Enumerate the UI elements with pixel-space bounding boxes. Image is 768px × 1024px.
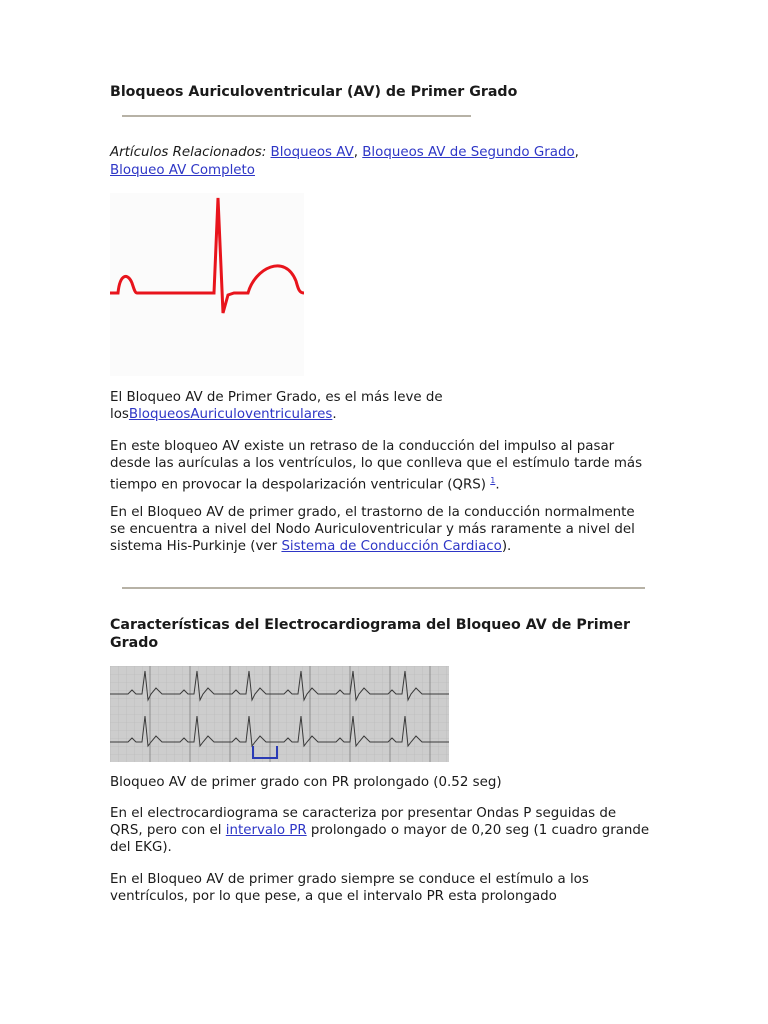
divider	[122, 115, 471, 117]
link-bloqueo-av-completo[interactable]: Bloqueo AV Completo	[110, 163, 255, 178]
link-sistema-conduccion[interactable]: Sistema de Conducción Cardiaco	[281, 539, 502, 554]
footnote-link[interactable]: 1	[490, 476, 496, 485]
related-articles: Artículos Relacionados: Bloqueos AV, Bloqueos AV de Segundo Grado, Bloqueo AV Completo	[110, 145, 579, 178]
divider	[122, 587, 645, 589]
paragraph-intro	[110, 389, 650, 423]
link-bloqueos-av-segundo-grado[interactable]: Bloqueos AV de Segundo Grado	[362, 145, 575, 160]
link-bloqueos-av[interactable]: Bloqueos AV	[270, 145, 354, 160]
page-title: Bloqueos Auriculoventricular (AV) de Primer Grado	[110, 84, 518, 100]
ecg-waveform-image	[110, 193, 304, 376]
link-bloqueos-auriculoventriculares[interactable]: BloqueosAuriculoventriculares	[128, 407, 333, 422]
ecg-strip-image	[110, 666, 449, 762]
paragraph-end: .	[332, 407, 337, 422]
paragraph-end: ).	[501, 539, 512, 554]
paragraph-text: En este bloqueo AV existe un retraso de la conducción del impulso al pasar desde las aurículas a los ventrículos, lo que conlleva que el estímulo tarde más tiempo en provocar la despolarización ventricular (QRS)	[110, 439, 643, 493]
paragraph-text: El Bloqueo AV de Primer Grado, es el más leve de los	[110, 390, 443, 422]
paragraph-location	[110, 504, 650, 555]
ecg-trace	[110, 198, 304, 313]
paragraph-definition	[110, 438, 650, 493]
related-label: Artículos Relacionados:	[110, 145, 267, 160]
link-intervalo-pr[interactable]: intervalo PR	[225, 823, 307, 838]
paragraph-ecg	[110, 805, 650, 856]
paragraph-text: En el Bloqueo AV de primer grado, el trastorno de la conducción normalmente se encuentra a nivel del Nodo Auriculoventricular y más raramente a nivel del sistema His-Purkinje (ver	[110, 505, 635, 554]
figure-caption: Bloqueo AV de primer grado con PR prolongado (0.52 seg)	[110, 775, 502, 790]
paragraph-text: prolongado o mayor de 0,20 seg (1 cuadro grande del EKG).	[110, 823, 650, 855]
paragraph-end: .	[495, 477, 500, 493]
paragraph-text: En el electrocardiograma se caracteriza por presentar Ondas P seguidas de QRS, pero con el	[110, 806, 617, 838]
paragraph-conduction: En el Bloqueo AV de primer grado siempre se conduce el estímulo a los ventrículos, por lo que pese, a que el intervalo PR esta prolongado	[110, 872, 589, 904]
section-heading: Características del Electrocardiograma del Bloqueo AV de Primer Grado	[110, 617, 631, 651]
